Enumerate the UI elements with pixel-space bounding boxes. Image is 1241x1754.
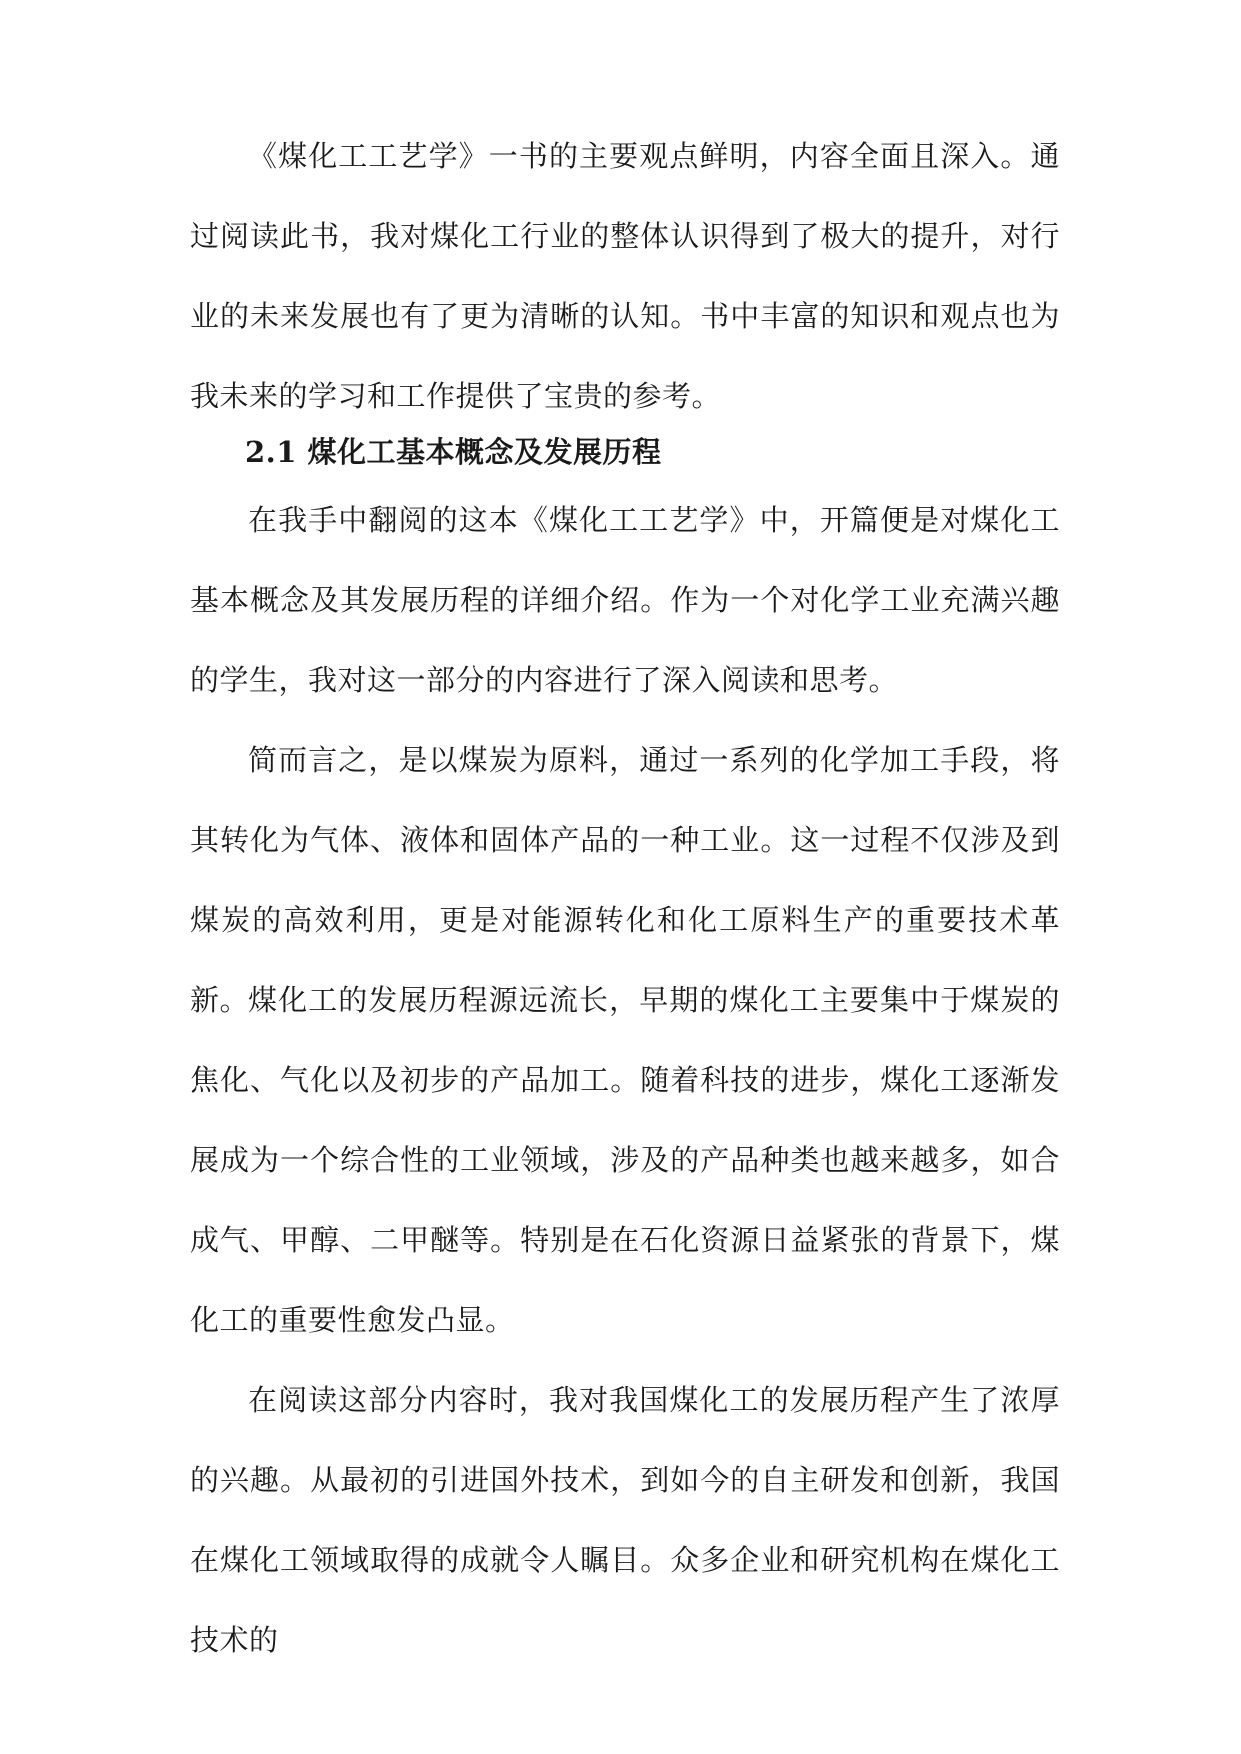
intro-paragraph: 《煤化工工艺学》一书的主要观点鲜明，内容全面且深入。通过阅读此书，我对煤化工行业的整体认识得到了极大的提升，对行业的未来发展也有了更为清晰的认知。书中丰富的知识和观点也为我未来的学习和工作提供了宝贵的参考。 — [190, 139, 1060, 413]
body-paragraph-4: 在阅读这部分内容时，我对我国煤化工的发展历程产生了浓厚的兴趣。从最初的引进国外技术，到如今的自主研发和创新，我国在煤化工领域取得的成就令人瞩目。众多企业和研究机构在煤化工技术的 — [190, 1383, 1060, 1657]
section-heading: 2.1 煤化工基本概念及发展历程 — [245, 435, 662, 469]
body-paragraph-2: 简而言之，是以煤炭为原料，通过一系列的化学加工手段，将其转化为气体、液体和固体产品的一种工业。这一过程不仅涉及到煤炭的高效利用，更是对能源转化和化工原料生产的重要技术革新。 — [190, 743, 1060, 1017]
body-paragraph-3: 煤化工的发展历程源远流长，早期的煤化工主要集中于煤炭的焦化、气化以及初步的产品加工。随着科技的进步，煤化工逐渐发展成为一个综合性的工业领域，涉及的产品种类也越来越多，如合成气、甲醇、二甲醚等。特别是在石化资源日益紧张的背景下，煤化工的重要性愈发凸显。 — [190, 983, 1060, 1337]
body-paragraph-1: 在我手中翻阅的这本《煤化工工艺学》中，开篇便是对煤化工基本概念及其发展历程的详细介绍。作为一个对化学工业充满兴趣的学生，我对这一部分的内容进行了深入阅读和思考。 — [190, 503, 1060, 697]
